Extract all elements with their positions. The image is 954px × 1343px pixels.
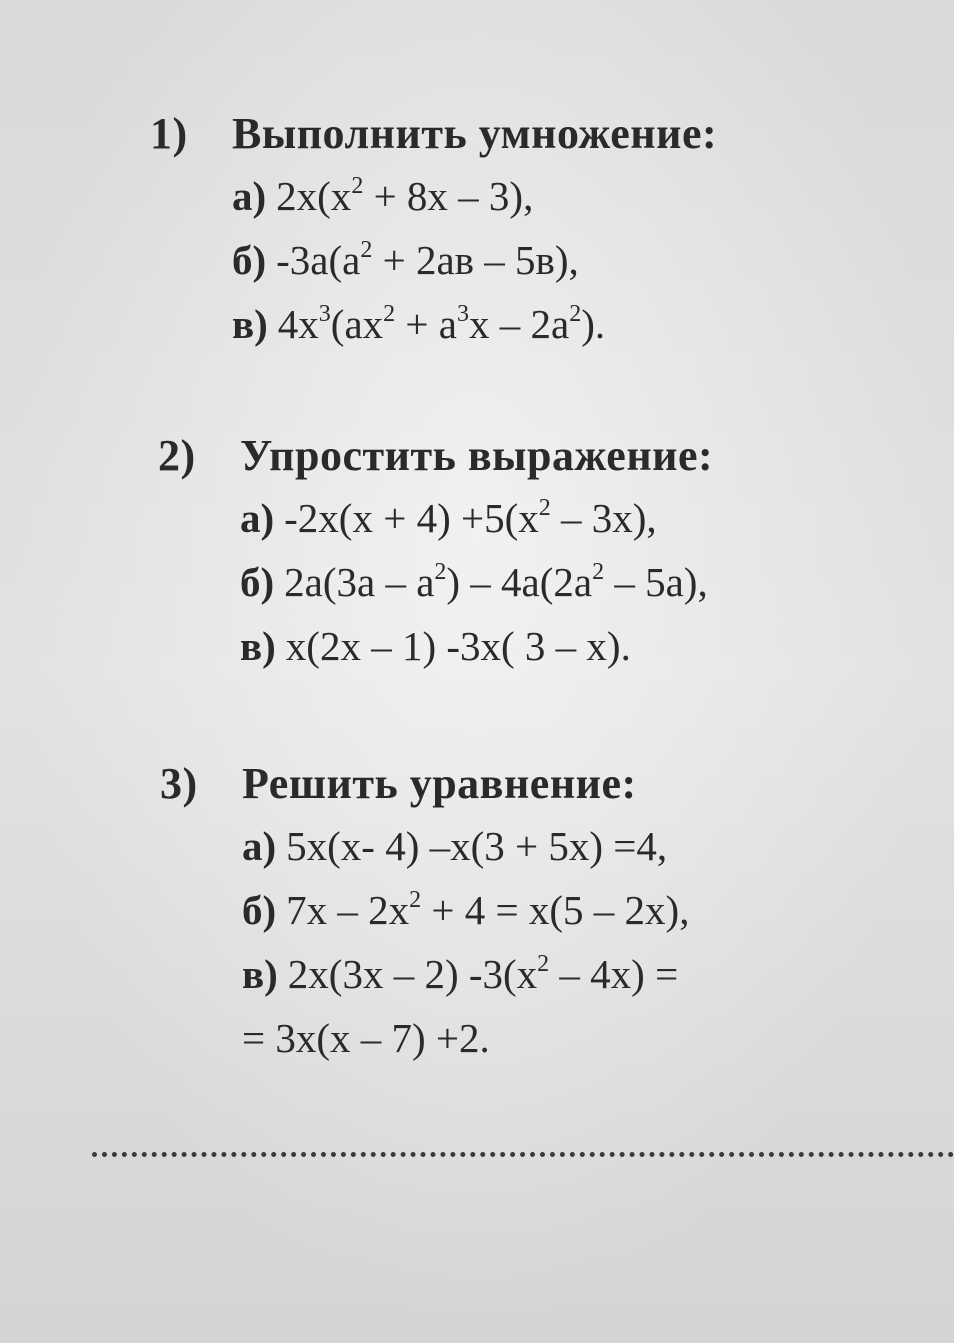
expression-part: – 4x) =	[549, 951, 679, 997]
task-3-item-c	[242, 942, 920, 1006]
task-2-item-b	[240, 550, 918, 614]
exponent: 2	[360, 237, 373, 264]
expression-part: + 2aв – 5в),	[372, 237, 579, 283]
item-label: б)	[242, 887, 277, 933]
dotted-divider	[92, 1152, 954, 1157]
expression-part: 4x	[277, 301, 319, 347]
expression-part: -3a(a	[276, 237, 361, 283]
task-2-number: 2)	[158, 431, 196, 480]
exponent: 2	[434, 559, 447, 586]
task-1-item-a	[232, 164, 910, 228]
exponent: 3	[318, 301, 331, 328]
exponent: 2	[383, 301, 396, 328]
task-2	[158, 430, 918, 678]
expression-part: + 4 = x(5 – 2x),	[421, 887, 690, 933]
exponent: 3	[456, 301, 469, 328]
expression-part: x – 2a	[468, 301, 570, 347]
expression-part: 2x(3x – 2) -3(x	[287, 951, 538, 997]
expression-part: 2x(x	[276, 173, 352, 219]
task-2-item-c	[240, 614, 918, 678]
task-3	[160, 758, 920, 1070]
expression-part: 7x – 2x	[286, 887, 410, 933]
item-label: б)	[240, 559, 275, 605]
task-1-item-c	[232, 292, 910, 356]
item-label: в)	[240, 623, 276, 669]
task-3-heading	[160, 758, 920, 814]
expression-part: = 3x(x – 7) +2.	[242, 1015, 490, 1061]
item-label: а)	[242, 823, 277, 869]
task-3-items	[242, 814, 920, 1070]
task-3-number: 3)	[160, 759, 198, 808]
task-2-heading	[158, 430, 918, 486]
expression-part: ) – 4a(2a	[446, 559, 593, 605]
task-3-title: Решить уравнение:	[242, 759, 637, 808]
task-3-item-a	[242, 814, 920, 878]
task-1-number: 1)	[150, 109, 188, 158]
task-1	[150, 108, 910, 356]
task-1-heading	[150, 108, 910, 164]
item-label: а)	[232, 173, 267, 219]
expression-part: x(2x – 1) -3x( 3 – x).	[285, 623, 631, 669]
task-3-item-b	[242, 878, 920, 942]
expression-part: – 3x),	[550, 495, 657, 541]
exponent: 2	[351, 173, 364, 200]
task-3-item-c-continuation	[242, 1006, 920, 1070]
task-2-title: Упростить выражение:	[240, 431, 714, 480]
expression-part: + a	[395, 301, 457, 347]
task-1-item-b	[232, 228, 910, 292]
expression-part: 5x(x- 4) –x(3 + 5x) =4,	[286, 823, 668, 869]
expression-part: 2a(3a – a	[284, 559, 435, 605]
expression-part: (ax	[330, 301, 384, 347]
exponent: 2	[569, 301, 582, 328]
item-label: в)	[242, 951, 278, 997]
task-2-items	[240, 486, 918, 678]
task-1-items	[232, 164, 910, 356]
item-label: в)	[232, 301, 268, 347]
item-label: б)	[232, 237, 267, 283]
task-1-title: Выполнить умножение:	[232, 109, 718, 158]
item-label: а)	[240, 495, 275, 541]
expression-part: -2x(x + 4) +5(x	[284, 495, 539, 541]
exponent: 2	[409, 887, 422, 914]
expression-part: + 8x – 3),	[363, 173, 534, 219]
expression-part: ).	[581, 301, 606, 347]
exponent: 2	[538, 495, 551, 522]
exponent: 2	[537, 951, 550, 978]
exponent: 2	[592, 559, 605, 586]
expression-part: – 5a),	[604, 559, 708, 605]
task-2-item-a	[240, 486, 918, 550]
